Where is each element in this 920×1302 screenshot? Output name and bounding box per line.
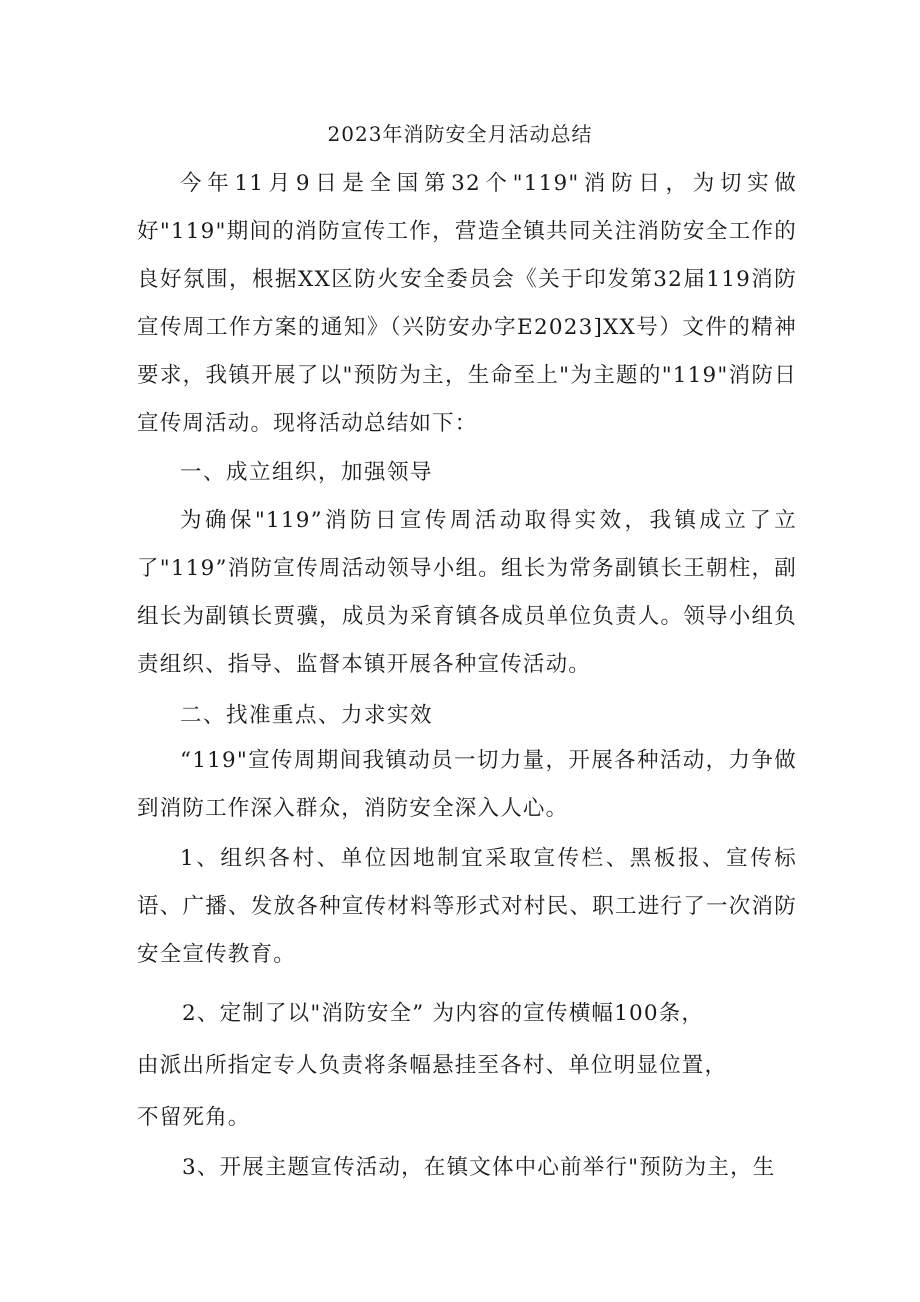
intro-paragraph: 今年11月9日是全国第32个"119"消防日，为切实做好"119"期间的消防宣传工作，营造全镇共同关注消防安全工作的良好氛围，根据XX区防火安全委员会《关于印发第32届119消防宣传周工作方案的通知》（兴防安办字E2023]XX号）文件的精神要求，我镇开展了以"预防为主，生命至上"为主题的"119"消防日宣传周活动。现将活动总结如下： <box>137 171 797 436</box>
document-title: 2023年消防安全月活动总结 <box>327 122 593 146</box>
section2-heading: 二、找准重点、力求实效 <box>180 703 434 728</box>
list-item-1: 1、组织各村、单位因地制宜采取宣传栏、黑板报、宣传标语、广播、发放各种宣传材料等形式对村民、职工进行了一次消防安全宣传教育。 <box>137 846 797 967</box>
section2-paragraph: “119"宣传周期间我镇动员一切力量，开展各种活动，力争做到消防工作深入群众，消防安全深入人心。 <box>137 748 797 821</box>
list-item-3: 3、开展主题宣传活动，在镇文体中心前举行"预防为主，生 <box>182 1155 776 1180</box>
list-item-2-line3: 不留死角。 <box>137 1105 251 1130</box>
section1-heading: 一、成立组织，加强领导 <box>180 460 434 485</box>
list-item-2-line1: 2、定制了以"消防安全” 为内容的宣传横幅100条， <box>182 1001 705 1026</box>
section1-paragraph: 为确保"119”消防日宣传周活动取得实效，我镇成立了立了"119”消防宣传周活动领导小组。组长为常务副镇长王朝柱，副组长为副镇长贾骥，成员为采育镇各成员单位负责人。领导小组负责组织、指导、监督本镇开展各种宣传活动。 <box>137 508 797 677</box>
list-item-2-line2: 由派出所指定专人负责将条幅悬挂至各村、单位明显位置， <box>137 1053 728 1078</box>
